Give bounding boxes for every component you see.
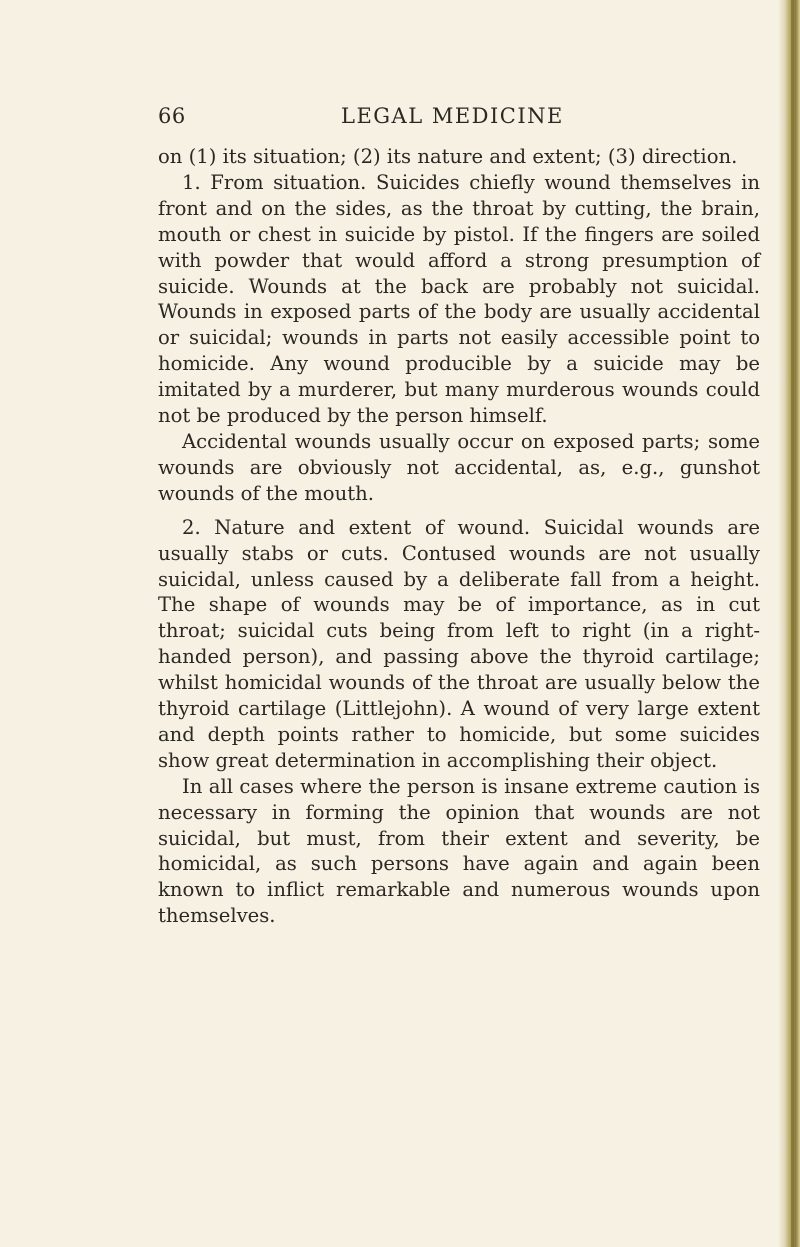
page-number: 66 [158, 104, 186, 128]
paragraph-situation: 1. From situation. Suicides chiefly wound themselves in front and on the sides, as the throat by cutting, the brain, mouth or chest in suicide by pistol. If the fingers are soiled with powder that would afford a strong presumption of suicide. Wounds at the back are probably not suicidal. Wounds in exposed parts of the body are usually accidental or suicidal; wounds in parts not easily accessible point to homicide. Any wound producible by a suicide may be imitated by a murderer, but many murderous wounds could not be produced by the person himself. [158, 170, 760, 428]
running-title: LEGAL MEDICINE [341, 104, 564, 128]
page-header [158, 104, 758, 132]
page-edge-line [791, 0, 794, 1247]
body-text [158, 144, 760, 929]
page-edge-shadow [778, 0, 800, 1247]
paragraph-nature-extent: 2. Nature and extent of wound. Suicidal wounds are usually stabs or cuts. Contused wounds are not usually suicidal, unless caused by a deliberate fall from a height. The shape of wounds may be of importance, as in cut throat; suicidal cuts being from left to right (in a right-handed person), and passing above the thyroid cartilage; whilst homicidal wounds of the throat are usually below the thyroid cartilage (Littlejohn). A wound of very large extent and depth points rather to homicide, but some suicides show great determination in accomplishing their object. [158, 515, 760, 772]
paragraph-intro: on (1) its situation; (2) its nature and extent; (3) direction. [158, 145, 738, 168]
paragraph-insane-caution: In all cases where the person is insane extreme caution is necessary in forming the opinion that wounds are not suicidal, but must, from their extent and severity, be homicidal, as such persons have again and again been known to inflict remarkable and numerous wounds upon themselves. [158, 774, 760, 928]
paragraph-accidental: Accidental wounds usually occur on exposed parts; some wounds are obviously not accidental, as, e.g., gunshot wounds of the mouth. [158, 429, 760, 505]
